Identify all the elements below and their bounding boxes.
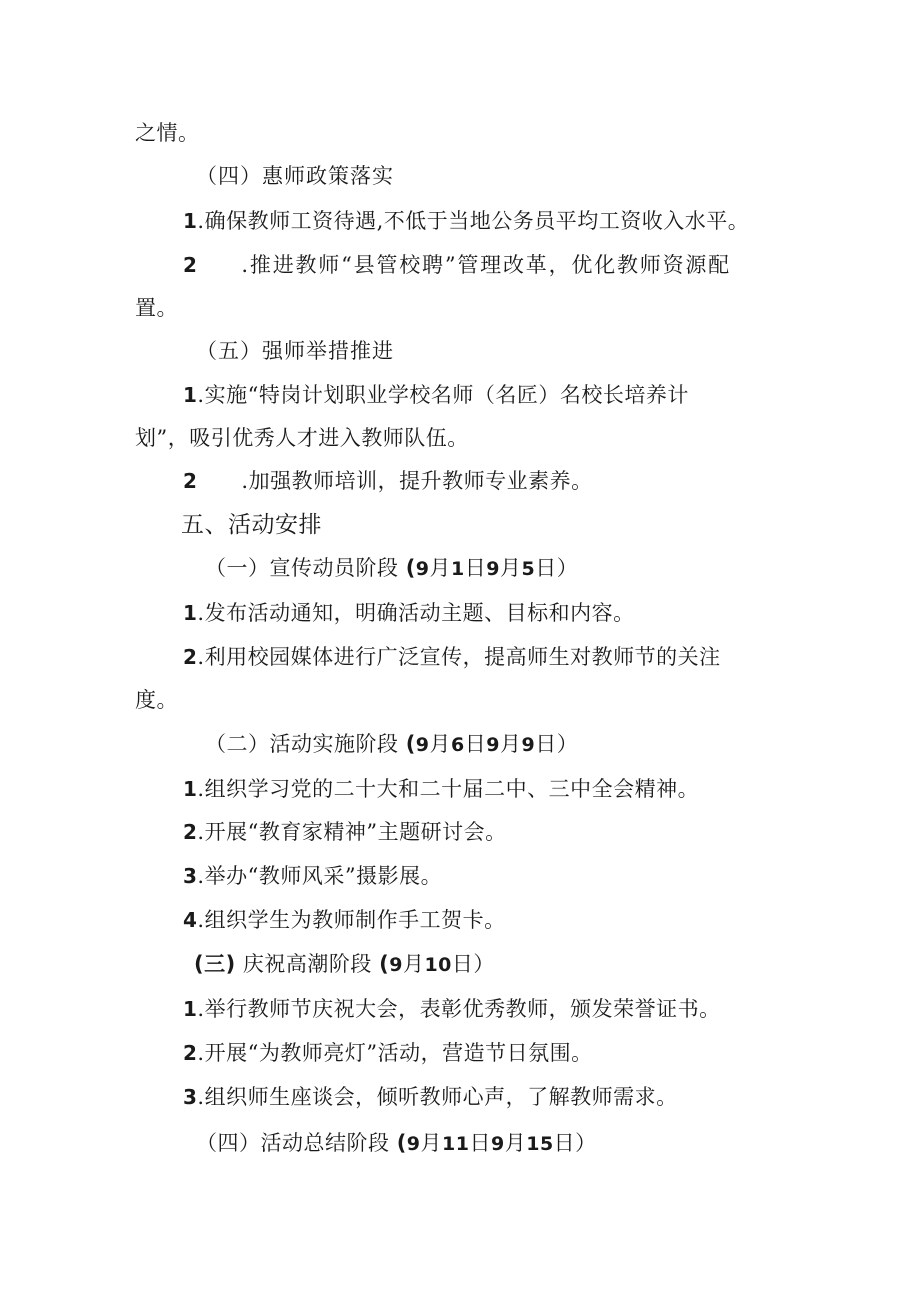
subheading-4-policy [196, 161, 394, 191]
date-unit: 日 [464, 732, 487, 756]
list-item [183, 380, 689, 410]
item-number: 2 [183, 645, 198, 669]
list-item [183, 994, 721, 1024]
date-unit: 日 [553, 1131, 576, 1155]
paragraph-continuation [135, 423, 469, 453]
subheading-text: （一）宣传动员阶段 [205, 556, 399, 580]
list-item [183, 817, 507, 847]
item-text: .举办“教师风采”摄影展。 [197, 864, 443, 888]
item-text: .开展“教育家精神”主题研讨会。 [197, 820, 507, 844]
subheading-text: （五）强师举措推进 [196, 339, 394, 363]
date-num: 9 [415, 558, 430, 580]
item-number: 1 [183, 997, 198, 1021]
date-num: 10 [424, 954, 452, 976]
date-unit: 日 [535, 732, 557, 756]
text-line: 划”，吸引优秀人才进入教师队伍。 [135, 426, 469, 450]
item-number: 1 [183, 777, 198, 801]
text-line: 置。 [135, 296, 178, 320]
list-item [183, 598, 635, 628]
date-paren: ） [556, 732, 579, 756]
item-text: .实施“特岗计划职业学校名师（名匠）名校长培养计 [197, 383, 689, 407]
list-item [183, 250, 731, 280]
item-text: .确保教师工资待遇,不低于当地公务员平均工资收入水平。 [197, 209, 750, 233]
date-num: 5 [521, 558, 536, 580]
date-unit: 日 [464, 556, 487, 580]
item-number: 1 [183, 601, 198, 625]
date-num: 9 [389, 954, 403, 976]
item-number: 2 [183, 820, 198, 844]
heading-paren: ) [225, 952, 236, 976]
item-number: 2 [183, 253, 198, 277]
date-unit: 月 [500, 732, 522, 756]
date-unit: 月 [429, 732, 452, 756]
item-text: .举行教师节庆祝大会，表彰优秀教师，颁发荣誉证书。 [197, 997, 721, 1021]
date-unit: 月 [402, 952, 425, 976]
item-number: 2 [183, 1041, 198, 1065]
date-num: 6 [451, 734, 465, 756]
item-text: .组织学习党的二十大和二十届二中、三中全会精神。 [197, 777, 700, 801]
heading-ordinal: 三 [204, 952, 226, 976]
list-item [183, 1082, 678, 1112]
item-text: .组织师生座谈会，倾听教师心声，了解教师需求。 [197, 1085, 678, 1109]
date-paren: ( [379, 952, 390, 976]
paragraph-continuation [135, 118, 200, 148]
paragraph-continuation [135, 293, 178, 323]
subheading-5-measures [196, 336, 394, 366]
date-paren: ( [405, 556, 416, 580]
subheading-4-summary [196, 1128, 597, 1158]
item-number: 4 [183, 908, 198, 932]
subheading-text: （四）活动总结阶段 [196, 1131, 390, 1155]
date-unit: 月 [420, 1131, 443, 1155]
date-unit: 月 [429, 556, 452, 580]
date-paren: ( [405, 732, 416, 756]
subheading-text: （二）活动实施阶段 [205, 732, 399, 756]
item-number: 3 [183, 1085, 198, 1109]
text-line: 之情。 [135, 121, 200, 145]
list-item [183, 466, 593, 496]
paragraph-continuation [135, 685, 178, 715]
date-unit: 日 [535, 556, 557, 580]
section-heading [181, 509, 322, 541]
item-number: 1 [183, 383, 198, 407]
date-paren: ） [473, 952, 495, 976]
date-unit: 日 [451, 952, 474, 976]
item-text: .推进教师“县管校聘”管理改革，优化教师资源配 [241, 253, 731, 277]
date-paren: ） [556, 556, 579, 580]
date-num: 9 [415, 734, 430, 756]
date-num: 9 [406, 1133, 421, 1155]
subheading-text: 庆祝高潮阶段 [242, 952, 372, 976]
item-number: 2 [183, 469, 198, 493]
date-paren: ( [396, 1131, 407, 1155]
list-item [183, 861, 442, 891]
item-number: 3 [183, 864, 198, 888]
heading-paren: ( [194, 952, 205, 976]
date-num: 9 [486, 558, 500, 580]
date-unit: 日 [469, 1131, 491, 1155]
list-item [183, 1038, 593, 1068]
subheading-text: （四）惠师政策落实 [196, 164, 394, 188]
date-num: 9 [490, 1133, 505, 1155]
list-item [183, 905, 506, 935]
list-item [183, 642, 721, 672]
subheading-3-celebration [194, 949, 495, 979]
date-num: 9 [486, 734, 500, 756]
section-heading-text: 五、活动安排 [181, 512, 322, 538]
date-num: 15 [526, 1133, 554, 1155]
date-num: 1 [451, 558, 465, 580]
subheading-2-implementation [205, 729, 578, 759]
date-num: 11 [442, 1133, 470, 1155]
item-text: .加强教师培训，提升教师专业素养。 [241, 469, 593, 493]
item-text: .利用校园媒体进行广泛宣传，提高师生对教师节的关注 [197, 645, 721, 669]
date-num: 9 [521, 734, 536, 756]
list-item [183, 206, 749, 236]
item-text: .组织学生为教师制作手工贺卡。 [197, 908, 506, 932]
date-paren: ） [575, 1131, 597, 1155]
date-unit: 月 [500, 556, 522, 580]
item-text: .开展“为教师亮灯”活动，营造节日氛围。 [197, 1041, 593, 1065]
list-item [183, 774, 699, 804]
subheading-1-promotion [205, 553, 578, 583]
text-line: 度。 [135, 688, 178, 712]
item-text: .发布活动通知，明确活动主题、目标和内容。 [197, 601, 635, 625]
item-number: 1 [183, 209, 198, 233]
date-unit: 月 [504, 1131, 527, 1155]
